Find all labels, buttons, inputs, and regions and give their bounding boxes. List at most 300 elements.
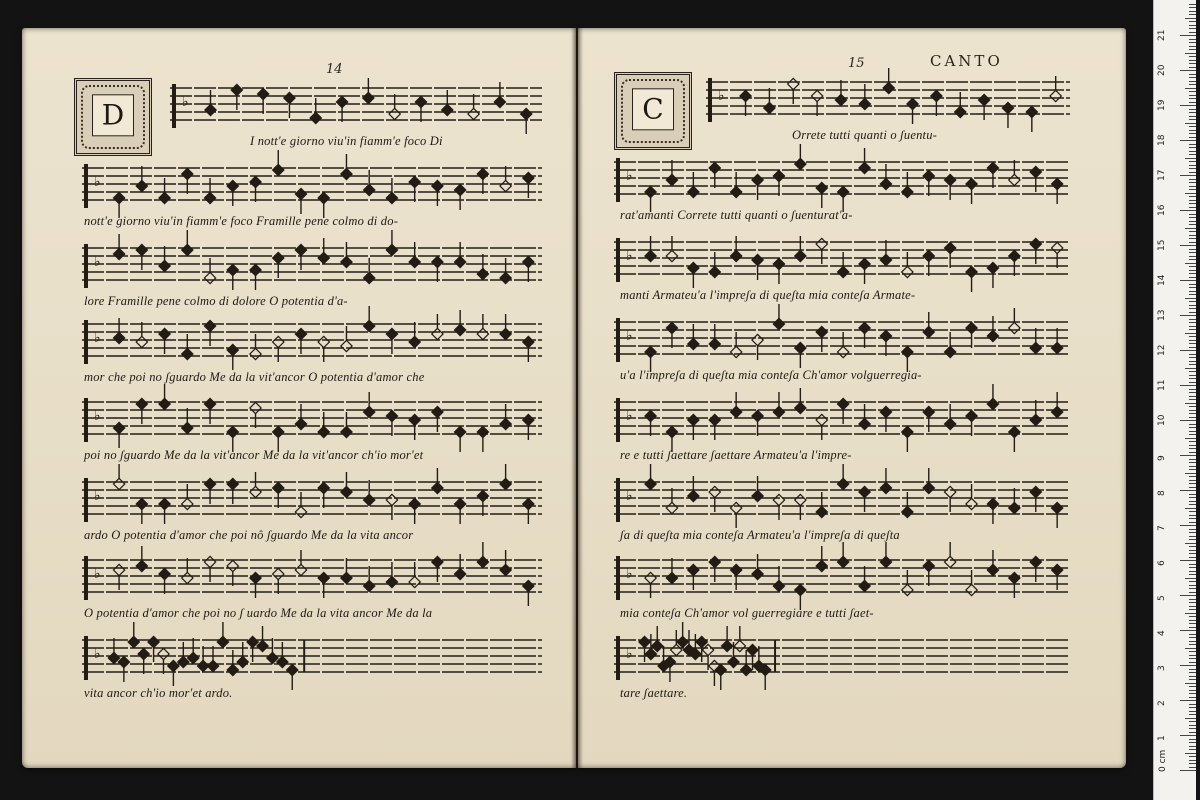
- lyric-line: u'a l'impreʃa di queʃta mia conteʃa Ch'amor volguerregia-: [620, 368, 922, 382]
- ruler-tick: [1189, 746, 1196, 747]
- ruler-tick: [1189, 63, 1196, 64]
- note: [204, 320, 215, 346]
- note: [859, 84, 870, 110]
- note: [773, 170, 784, 196]
- note: [1052, 178, 1063, 204]
- note: [1009, 250, 1020, 276]
- note: [197, 646, 208, 672]
- flat-sign: ♭: [718, 88, 725, 104]
- note: [204, 478, 215, 504]
- ruler-label: 11: [1157, 379, 1167, 391]
- note: [432, 314, 443, 340]
- ruler-tick: [1189, 585, 1196, 586]
- staff: [82, 160, 542, 210]
- ruler-label: 3: [1157, 665, 1167, 671]
- ruler-tick: [1189, 424, 1196, 425]
- note: [227, 264, 238, 290]
- ruler-tick: [1189, 340, 1196, 341]
- ruler-tick: [1189, 77, 1196, 78]
- note: [409, 498, 420, 524]
- ruler-tick: [1189, 329, 1196, 330]
- ruler-tick: [1189, 501, 1196, 502]
- ruler-tick: [1189, 707, 1196, 708]
- lyric-line: rat'amanti Correte tutti quanti o ʃuenturat'a-: [620, 208, 853, 222]
- ruler-tick: [1180, 140, 1196, 141]
- staff: [706, 74, 1070, 124]
- ruler-tick: [1189, 294, 1196, 295]
- ruler-tick: [1189, 357, 1196, 358]
- ruler-tick: [1189, 728, 1196, 729]
- ruler-label: 1: [1157, 735, 1167, 741]
- note: [696, 636, 707, 662]
- note: [1052, 502, 1063, 528]
- flat-sign: ♭: [94, 174, 101, 190]
- ruler-tick: [1180, 630, 1196, 631]
- music-system: [614, 234, 1070, 306]
- note: [987, 316, 998, 342]
- ruler-tick: [1180, 525, 1196, 526]
- ruler-tick: [1189, 361, 1196, 362]
- note: [1030, 238, 1041, 264]
- running-head: CANTO: [930, 52, 1003, 70]
- note: [364, 170, 375, 196]
- note: [227, 344, 238, 370]
- ruler-unit-label: 0 cm: [1158, 749, 1168, 772]
- note: [182, 334, 193, 360]
- ruler-tick: [1189, 399, 1196, 400]
- ruler-label: 8: [1157, 490, 1167, 496]
- ruler-tick: [1189, 434, 1196, 435]
- clef-mark: [616, 636, 620, 680]
- note: [880, 164, 891, 190]
- lyric-line: mor che poi no ʃguardo Me da la vit'ancor O potentia d'amor che: [84, 370, 425, 384]
- ruler-label: 13: [1157, 309, 1167, 321]
- ruler-tick: [1189, 466, 1196, 467]
- ruler-tick: [1189, 483, 1196, 484]
- note: [816, 326, 827, 352]
- ruler-tick: [1189, 469, 1196, 470]
- clef-mark: [84, 636, 88, 680]
- ruler-tick: [1189, 60, 1196, 61]
- ruler-tick: [1189, 28, 1196, 29]
- note: [859, 566, 870, 592]
- ruler-tick: [1189, 112, 1196, 113]
- note: [159, 328, 170, 354]
- ruler-tick: [1189, 98, 1196, 99]
- ruler-tick: [1180, 245, 1196, 246]
- lyric-line: O potentia d'amor che poi no ʃ uardo Me da la vita ancor Me da la: [84, 606, 433, 620]
- ruler-tick: [1189, 627, 1196, 628]
- ruler-tick: [1185, 438, 1196, 439]
- ruler-tick: [1189, 518, 1196, 519]
- ruler-tick: [1189, 536, 1196, 537]
- ruler-tick: [1189, 249, 1196, 250]
- ruler-tick: [1180, 350, 1196, 351]
- note: [432, 556, 443, 582]
- music-system: [170, 80, 542, 152]
- ruler-tick: [1189, 119, 1196, 120]
- ruler-tick: [1185, 753, 1196, 754]
- clef-mark: [616, 158, 620, 202]
- ruler-tick: [1180, 315, 1196, 316]
- staff: [614, 314, 1070, 364]
- ruler-tick: [1189, 189, 1196, 190]
- note: [432, 406, 443, 432]
- note: [295, 550, 306, 576]
- note: [250, 264, 261, 290]
- music-system: [706, 74, 1070, 146]
- ruler-tick: [1189, 42, 1196, 43]
- ruler-tick: [1189, 301, 1196, 302]
- clef-mark: [172, 84, 176, 128]
- ruler-tick: [1189, 711, 1196, 712]
- note: [415, 96, 426, 122]
- note: [1009, 488, 1020, 514]
- note: [987, 550, 998, 576]
- ruler-tick: [1189, 322, 1196, 323]
- staff: [614, 474, 1070, 524]
- note: [923, 560, 934, 586]
- ruler-tick: [1189, 214, 1196, 215]
- note: [773, 258, 784, 284]
- note: [108, 638, 119, 664]
- staff: [614, 552, 1070, 602]
- ruler-tick: [1189, 581, 1196, 582]
- ruler-tick: [1189, 7, 1196, 8]
- note: [250, 472, 261, 498]
- note: [523, 498, 534, 524]
- ruler-tick: [1189, 312, 1196, 313]
- ruler-tick: [1185, 88, 1196, 89]
- note: [500, 314, 511, 340]
- note: [500, 258, 511, 284]
- note: [295, 328, 306, 354]
- ruler-tick: [1189, 620, 1196, 621]
- clef-mark: [616, 318, 620, 362]
- ruler-tick: [1189, 448, 1196, 449]
- ruler-tick: [1189, 371, 1196, 372]
- ruler-tick: [1189, 203, 1196, 204]
- note: [227, 650, 238, 676]
- note: [409, 242, 420, 268]
- note: [204, 178, 215, 204]
- ruler-tick: [1189, 749, 1196, 750]
- note: [731, 564, 742, 590]
- note: [1009, 572, 1020, 598]
- clef-mark: [84, 556, 88, 600]
- note: [432, 180, 443, 206]
- note: [454, 498, 465, 524]
- note: [955, 92, 966, 118]
- ruler-tick: [1189, 564, 1196, 565]
- ruler-tick: [1189, 529, 1196, 530]
- music-system: [82, 474, 542, 546]
- note: [273, 252, 284, 278]
- note: [227, 560, 238, 586]
- note: [295, 404, 306, 430]
- ruler-tick: [1180, 455, 1196, 456]
- note: [250, 176, 261, 202]
- ruler-tick: [1189, 546, 1196, 547]
- note: [341, 558, 352, 584]
- ruler-tick: [1189, 553, 1196, 554]
- note: [880, 406, 891, 432]
- music-system: [614, 632, 1070, 704]
- note: [709, 414, 720, 440]
- note: [923, 170, 934, 196]
- note: [688, 172, 699, 198]
- ruler-tick: [1189, 672, 1196, 673]
- ruler-tick: [1189, 109, 1196, 110]
- ruler-tick: [1189, 494, 1196, 495]
- note: [364, 566, 375, 592]
- note: [987, 162, 998, 188]
- note: [902, 426, 913, 452]
- ruler-tick: [1189, 74, 1196, 75]
- ruler-tick: [1189, 151, 1196, 152]
- note: [500, 404, 511, 430]
- decorated-initial-left: [74, 78, 152, 156]
- ruler-tick: [1189, 382, 1196, 383]
- note: [666, 488, 677, 514]
- note: [1002, 102, 1013, 128]
- note: [247, 636, 258, 662]
- ruler-tick: [1189, 623, 1196, 624]
- note: [1009, 426, 1020, 452]
- ruler-label: 2: [1157, 700, 1167, 706]
- note: [409, 176, 420, 202]
- note: [432, 256, 443, 282]
- note: [364, 258, 375, 284]
- ruler-label: 21: [1157, 29, 1167, 41]
- ruler-tick: [1189, 480, 1196, 481]
- ruler-tick: [1185, 333, 1196, 334]
- ruler-tick: [1185, 263, 1196, 264]
- ruler-tick: [1189, 599, 1196, 600]
- ruler-tick: [1185, 683, 1196, 684]
- note: [386, 410, 397, 436]
- note: [284, 92, 295, 118]
- staff: [614, 632, 1070, 682]
- ruler-tick: [1189, 557, 1196, 558]
- ruler-tick: [1189, 539, 1196, 540]
- flat-sign: ♭: [94, 646, 101, 662]
- ruler-tick: [1189, 662, 1196, 663]
- note: [795, 236, 806, 262]
- note: [709, 556, 720, 582]
- note: [273, 482, 284, 508]
- note: [204, 398, 215, 424]
- ruler-tick: [1189, 102, 1196, 103]
- ruler-tick: [1189, 252, 1196, 253]
- staff: [170, 80, 542, 130]
- ruler-tick: [1189, 266, 1196, 267]
- ruler-tick: [1189, 504, 1196, 505]
- ruler-tick: [1189, 637, 1196, 638]
- ruler-tick: [1189, 511, 1196, 512]
- note: [715, 664, 726, 690]
- ruler-tick: [1189, 49, 1196, 50]
- ruler-tick: [1189, 32, 1196, 33]
- ruler-tick: [1185, 18, 1196, 19]
- clef-mark: [84, 320, 88, 364]
- note: [318, 412, 329, 438]
- music-system: [614, 314, 1070, 386]
- ruler-tick: [1189, 4, 1196, 5]
- note: [859, 486, 870, 512]
- note: [838, 252, 849, 278]
- note: [923, 250, 934, 276]
- lyric-line: manti Armateu'a l'impreʃa di queʃta mia conteʃa Armate-: [620, 288, 916, 302]
- note: [287, 664, 298, 690]
- ruler-tick: [1185, 508, 1196, 509]
- ruler-tick: [1189, 739, 1196, 740]
- ruler-tick: [1185, 123, 1196, 124]
- ruler-tick: [1189, 56, 1196, 57]
- ruler-tick: [1189, 704, 1196, 705]
- note: [267, 638, 278, 664]
- ruler-tick: [1189, 431, 1196, 432]
- note: [273, 568, 284, 594]
- flat-sign: ♭: [94, 488, 101, 504]
- ruler-tick: [1180, 420, 1196, 421]
- note: [295, 188, 306, 214]
- lyric-line: nott'e giorno viu'in fiamm'e foco Framille pene colmo di do-: [84, 214, 399, 228]
- clef-mark: [708, 78, 712, 122]
- flat-sign: ♭: [626, 408, 633, 424]
- ruler-tick: [1189, 417, 1196, 418]
- ruler-tick: [1189, 116, 1196, 117]
- ruler-tick: [1189, 238, 1196, 239]
- note: [923, 312, 934, 338]
- lyric-line: I nott'e giorno viu'in fiamm'e foco Di: [250, 134, 443, 148]
- music-system: [82, 316, 542, 388]
- lyric-line: lore Framille pene colmo di dolore O potentia d'a-: [84, 294, 348, 308]
- ruler-tick: [1180, 210, 1196, 211]
- measurement-ruler: [1153, 0, 1196, 800]
- ruler-tick: [1189, 154, 1196, 155]
- note: [454, 426, 465, 452]
- flat-sign: ♭: [626, 566, 633, 582]
- note: [1030, 556, 1041, 582]
- note: [978, 94, 989, 120]
- ruler-tick: [1189, 95, 1196, 96]
- ruler-tick: [1189, 305, 1196, 306]
- note: [494, 82, 505, 108]
- note: [688, 414, 699, 440]
- note: [945, 332, 956, 358]
- note: [859, 404, 870, 430]
- ruler-tick: [1189, 221, 1196, 222]
- ruler-tick: [1189, 413, 1196, 414]
- ruler-label: 14: [1157, 274, 1167, 286]
- note: [113, 422, 124, 448]
- lyric-line: re e tutti ʃaettare ʃaettare Armateu'a l'impre-: [620, 448, 852, 462]
- note: [113, 318, 124, 344]
- note: [336, 96, 347, 122]
- ruler-tick: [1189, 161, 1196, 162]
- note: [182, 558, 193, 584]
- ruler-tick: [1189, 497, 1196, 498]
- left-page-number: 14: [326, 62, 343, 77]
- note: [740, 90, 751, 116]
- note: [773, 566, 784, 592]
- ruler-tick: [1185, 298, 1196, 299]
- note: [816, 182, 827, 208]
- music-system: [82, 160, 542, 232]
- ruler-tick: [1189, 81, 1196, 82]
- staff: [614, 234, 1070, 284]
- clef-mark: [616, 478, 620, 522]
- ruler-tick: [1189, 644, 1196, 645]
- flat-sign: ♭: [626, 328, 633, 344]
- ruler-label: 12: [1157, 344, 1167, 356]
- ruler-tick: [1189, 592, 1196, 593]
- ruler-tick: [1189, 567, 1196, 568]
- note: [136, 498, 147, 524]
- ruler-tick: [1189, 308, 1196, 309]
- ruler-label: 15: [1157, 239, 1167, 251]
- note: [318, 482, 329, 508]
- note: [666, 160, 677, 186]
- ruler-tick: [1189, 697, 1196, 698]
- ruler-tick: [1189, 571, 1196, 572]
- flat-sign: ♭: [626, 168, 633, 184]
- note: [159, 246, 170, 272]
- ruler-tick: [1189, 669, 1196, 670]
- note: [364, 392, 375, 418]
- right-page-number: 15: [848, 56, 865, 71]
- ruler-tick: [1189, 550, 1196, 551]
- note: [227, 180, 238, 206]
- ruler-tick: [1189, 284, 1196, 285]
- note: [188, 638, 199, 664]
- ruler-tick: [1189, 378, 1196, 379]
- note: [386, 328, 397, 354]
- ruler-tick: [1189, 182, 1196, 183]
- note: [773, 392, 784, 418]
- lyric-line: Orrete tutti quanti o ʃuentu-: [792, 128, 938, 142]
- flat-sign: ♭: [94, 408, 101, 424]
- note: [363, 78, 374, 104]
- decorated-initial-right: [614, 72, 692, 150]
- ruler-tick: [1189, 406, 1196, 407]
- note: [752, 554, 763, 580]
- ruler-tick: [1180, 175, 1196, 176]
- ruler-tick: [1189, 462, 1196, 463]
- initial-letter: C: [632, 88, 674, 130]
- ruler-tick: [1189, 354, 1196, 355]
- staff: [82, 474, 542, 524]
- ruler-tick: [1189, 452, 1196, 453]
- ruler-tick: [1189, 11, 1196, 12]
- music-system: [82, 632, 542, 704]
- ruler-tick: [1189, 172, 1196, 173]
- note: [477, 314, 488, 340]
- note: [500, 550, 511, 576]
- ruler-tick: [1189, 616, 1196, 617]
- music-system: [614, 394, 1070, 466]
- note: [118, 656, 129, 682]
- ruler-tick: [1189, 231, 1196, 232]
- ruler-tick: [1180, 280, 1196, 281]
- note: [645, 236, 656, 262]
- ruler-tick: [1180, 385, 1196, 386]
- clef-mark: [616, 556, 620, 600]
- note: [277, 642, 288, 668]
- ruler-tick: [1189, 588, 1196, 589]
- ruler-tick: [1189, 686, 1196, 687]
